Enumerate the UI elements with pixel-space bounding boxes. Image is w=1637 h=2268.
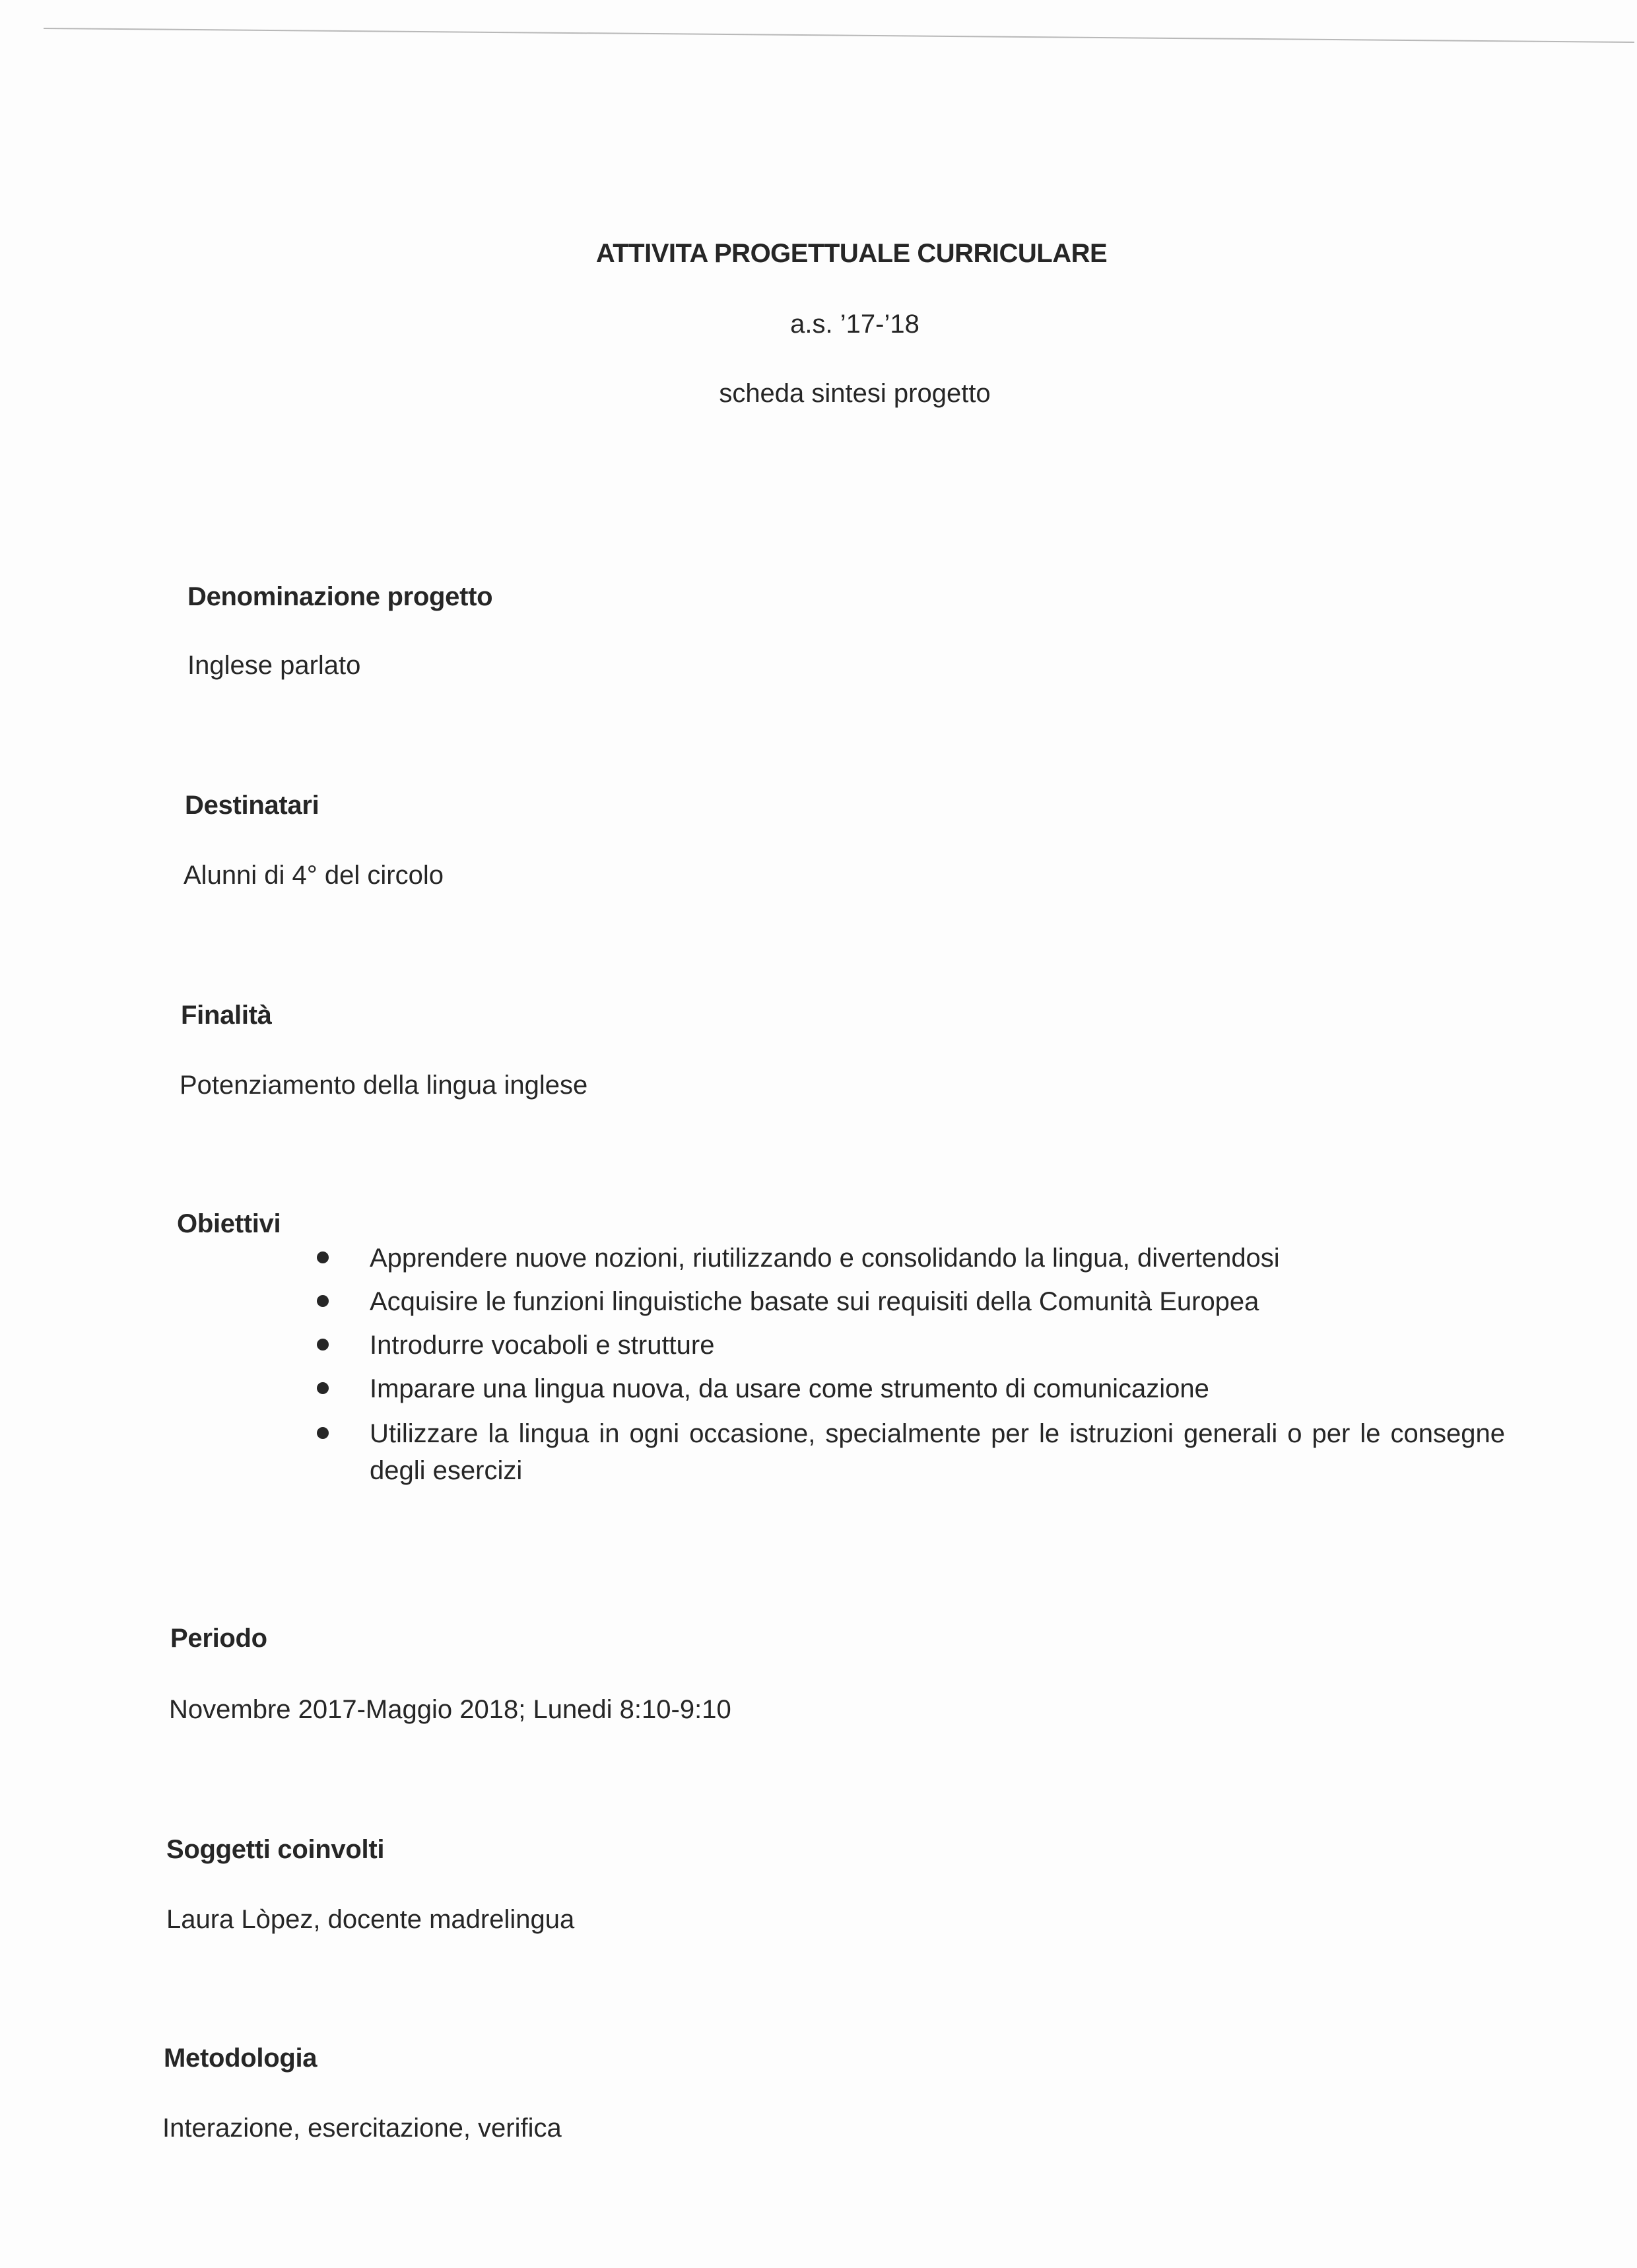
list-item-text: Utilizzare la lingua in ogni occasione, specialmente per le istruzioni generali o per le consegne degli esercizi	[370, 1419, 1505, 1485]
bullet-icon	[317, 1382, 329, 1394]
bullet-icon	[317, 1427, 329, 1439]
bullet-icon	[317, 1339, 329, 1351]
list-item	[317, 1415, 1505, 1489]
finalita-heading: Finalità	[181, 1001, 272, 1030]
finalita-value: Potenziamento della lingua inglese	[180, 1071, 588, 1100]
list-item	[317, 1241, 1505, 1275]
list-item	[317, 1328, 1505, 1362]
periodo-heading: Periodo	[170, 1624, 267, 1653]
list-item-text: Imparare una lingua nuova, da usare come strumento di comunicazione	[370, 1374, 1209, 1403]
document-title: ATTIVITA PROGETTUALE CURRICULARE	[595, 239, 1108, 268]
metodologia-value: Interazione, esercitazione, verifica	[162, 2114, 562, 2143]
list-item	[317, 1284, 1505, 1319]
obiettivi-list	[317, 1241, 1505, 1498]
list-item	[317, 1372, 1505, 1406]
denominazione-value: Inglese parlato	[187, 651, 361, 680]
list-item-text: Apprendere nuove nozioni, riutilizzando e consolidando la lingua, divertendosi	[370, 1244, 1280, 1273]
periodo-value: Novembre 2017-Maggio 2018; Lunedi 8:10-9:10	[169, 1695, 731, 1724]
bullet-icon	[317, 1295, 329, 1307]
soggetti-heading: Soggetti coinvolti	[166, 1835, 385, 1864]
denominazione-heading: Denominazione progetto	[187, 582, 493, 611]
metodologia-heading: Metodologia	[164, 2044, 317, 2073]
bullet-icon	[317, 1251, 329, 1263]
destinatari-value: Alunni di 4° del circolo	[184, 861, 444, 890]
document-subtitle: scheda sintesi progetto	[719, 379, 991, 408]
list-item-text: Acquisire le funzioni linguistiche basate sui requisiti della Comunità Europea	[370, 1287, 1259, 1316]
list-item-text: Introdurre vocaboli e strutture	[370, 1331, 715, 1360]
school-year: a.s. ’17-’18	[790, 310, 919, 339]
obiettivi-heading: Obiettivi	[177, 1209, 281, 1238]
destinatari-heading: Destinatari	[185, 791, 319, 820]
soggetti-value: Laura Lòpez, docente madrelingua	[166, 1905, 575, 1934]
top-rule-line	[44, 28, 1634, 43]
